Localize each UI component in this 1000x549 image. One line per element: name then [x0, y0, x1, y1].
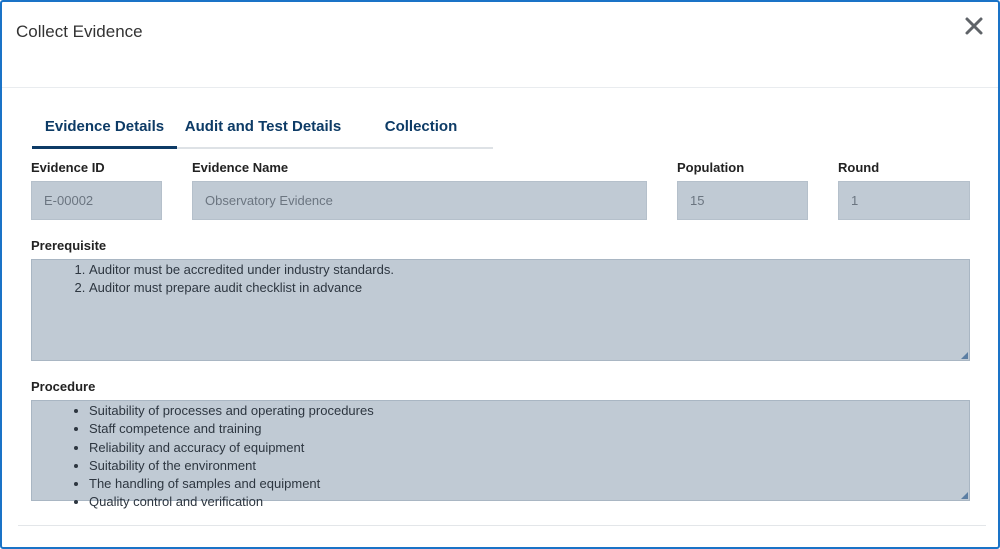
procedure-label: Procedure: [31, 379, 96, 394]
resize-handle[interactable]: [961, 352, 968, 359]
procedure-textarea[interactable]: [31, 400, 970, 510]
tab-bar: [32, 108, 493, 149]
dialog-title: Collect Evidence: [16, 22, 143, 41]
evidence-id-label: Evidence ID: [31, 160, 105, 175]
list-item: • Quality control and verification: [89, 493, 969, 511]
tab-collection[interactable]: Collection: [384, 118, 458, 135]
list-item: 2. Auditor must prepare audit checklist in advance: [89, 279, 969, 297]
resize-handle[interactable]: [961, 492, 968, 499]
list-item: 1. Auditor must be accredited under industry standards.: [89, 261, 969, 279]
population-field[interactable]: 15: [677, 181, 808, 220]
dialog-header: [2, 2, 998, 88]
list-item: • Suitability of processes and operating procedures: [89, 402, 969, 420]
population-label: Population: [677, 160, 745, 175]
footer-divider: [18, 525, 986, 526]
list-item: • Suitability of the environment: [89, 457, 969, 475]
close-icon[interactable]: [962, 14, 986, 38]
evidence-name-field[interactable]: Observatory Evidence: [192, 181, 647, 220]
round-label: Round: [838, 160, 880, 175]
prerequisite-textarea[interactable]: [31, 259, 970, 361]
list-item: • Staff competence and training: [89, 420, 969, 438]
tab-evidence-details[interactable]: Evidence Details: [32, 108, 177, 149]
prerequisite-label: Prerequisite: [31, 238, 107, 253]
list-item: • Reliability and accuracy of equipment: [89, 439, 969, 457]
tab-audit-and-test-details[interactable]: Audit and Test Details: [184, 118, 342, 135]
list-item: • The handling of samples and equipment: [89, 475, 969, 493]
evidence-id-field[interactable]: E-00002: [31, 181, 162, 220]
evidence-name-label: Evidence Name: [192, 160, 289, 175]
round-field[interactable]: 1: [838, 181, 970, 220]
